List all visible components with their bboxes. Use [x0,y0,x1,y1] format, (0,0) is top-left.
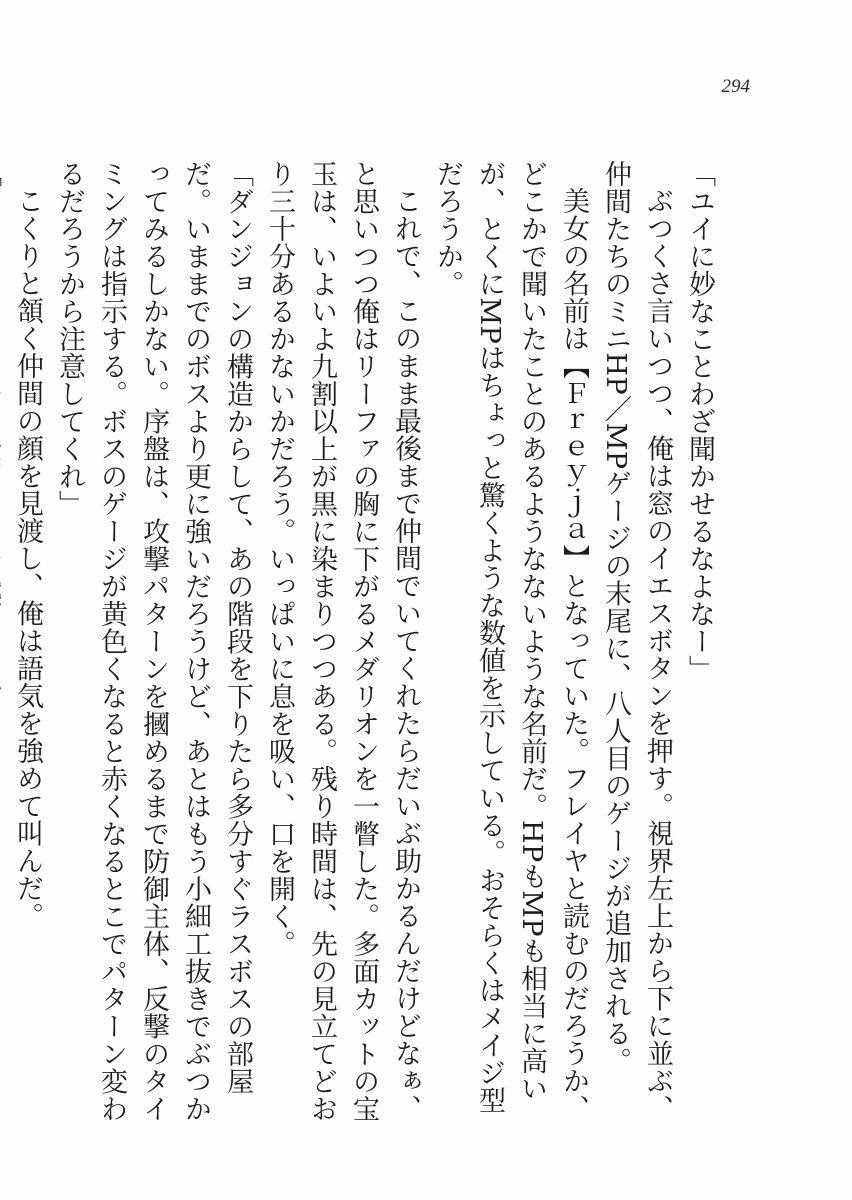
paragraph: これで、このまま最後まで仲間でいてくれたらだいぶ助かるんだけどなぁ、と思いつつ俺はリーファの胸に下がるメダリオンを一瞥した。多面カットの宝玉は、いよいよ九割以上が黒に染まりつつある。残り時間は、先の見立てどおり三十分あるかないかだろう。いっぱいに息を吸い、口を開く。 [264,160,421,1123]
paragraph: 「ダンジョンの構造からして、あの階段を下りたら多分すぐラスボスの部屋だ。いままでのボスより更に強いだろうけど、あとはもう小細工抜きでぶつかってみるしかない。序盤は、攻撃パターンを摑めるまで防御主体、反撃のタイミングは指示する。ボスのゲージが黄色くなると赤くなるとこでパターン変わるだろうから注意してくれ」 [54,160,253,1123]
paragraph: ぶつくさ言いつつ、俺は窓のイエスボタンを押す。視界左上から下に並ぶ、仲間たちのミニHP／MPゲージの末尾に、八人目のゲージが追加される。 [600,160,673,1122]
paragraph: こくりと頷く仲間の顔を見渡し、俺は語気を強めて叫んだ。 [12,187,43,930]
paragraph [0,160,6,1130]
vertical-text-block [12,160,720,1130]
page-number: 294 [721,76,750,97]
paragraph: 美女の名前は【Ｆｒｅｙｊａ】となっていた。フレイヤと読むのだろうか、どこかで聞いたことのあるようなないような名前だ。HPもMPも相当に高いが、とくにMPはちょっと驚くような数値を示している。おそらくはメイジ型だろうか。 [432,160,589,1122]
paragraph: 「ユイに妙なことわざ聞かせるなよなー」 [684,160,715,683]
